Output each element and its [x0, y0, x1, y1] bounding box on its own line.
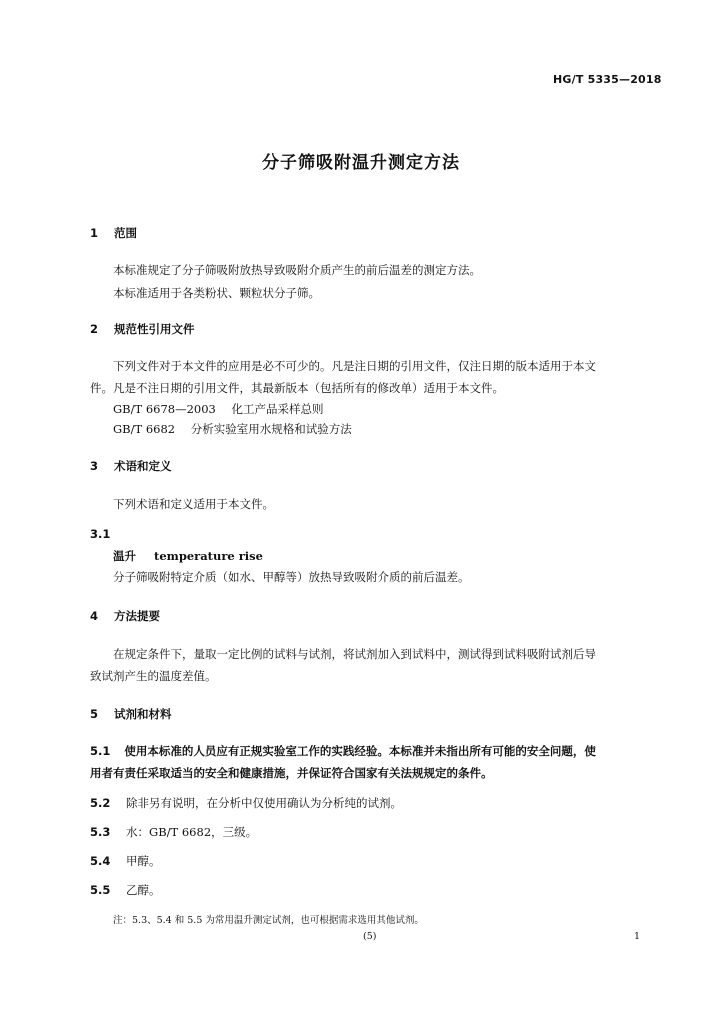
section-number: 4 [90, 609, 99, 623]
section-2-heading [90, 321, 195, 337]
reference-title: 分析实验室用水规格和试验方法 [190, 422, 352, 436]
section-number: 5 [90, 707, 99, 721]
clause-text: 使用本标准的人员应有正规实验室工作的实践经验。本标准并未指出所有可能的安全问题，使 [124, 744, 596, 758]
reference-code: GB/T 6678—2003 [113, 402, 216, 416]
paragraph: 本标准适用于各类粉状、颗粒状分子筛。 [113, 286, 320, 300]
section-4-heading [90, 608, 160, 624]
clause-number: 5.5 [90, 883, 111, 897]
section-number: 1 [90, 226, 99, 240]
normative-reference [113, 421, 352, 437]
section-number: 3 [90, 459, 99, 473]
section-title: 试剂和材料 [114, 707, 172, 721]
reference-title: 化工产品采样总则 [231, 402, 324, 416]
term-chinese: 温升 [113, 549, 136, 563]
clause-number: 5.3 [90, 825, 111, 839]
section-title: 范围 [114, 226, 138, 240]
term-english: temperature rise [154, 549, 263, 563]
clause-text: 除非另有说明，在分析中仅使用确认为分析纯的试剂。 [126, 796, 403, 810]
section-number: 2 [90, 322, 99, 336]
paragraph: 下列术语和定义适用于本文件。 [113, 497, 274, 511]
clause-5-3 [90, 824, 257, 840]
clause-text: 用者有责任采取适当的安全和健康措施，并保证符合国家有关法规规定的条件。 [90, 766, 493, 780]
paragraph: 下列文件对于本文件的应用是必不可少的。凡是注日期的引用文件，仅注日期的版本适用于本文 [113, 359, 596, 373]
paragraph: 致试剂产生的温度差值。 [90, 669, 217, 683]
reference-code: GB/T 6682 [113, 422, 176, 436]
standard-code: HG/T 5335—2018 [553, 73, 662, 86]
clause-5-5 [90, 882, 161, 898]
paragraph: 本标准规定了分子筛吸附放热导致吸附介质产生的前后温差的测定方法。 [113, 263, 481, 277]
clause-number: 5.4 [90, 854, 111, 868]
clause-number: 5.2 [90, 796, 111, 810]
clause-5-4 [90, 853, 161, 869]
clause-text: 乙醇。 [126, 883, 161, 897]
section-title: 规范性引用文件 [114, 322, 195, 336]
page-number: 1 [634, 931, 641, 942]
section-5-heading [90, 706, 172, 722]
section-1-heading [90, 225, 137, 241]
section-title: 方法提要 [114, 609, 161, 623]
section-3-heading [90, 458, 172, 474]
section-title: 术语和定义 [114, 459, 172, 473]
term-definition: 分子筛吸附特定介质（如水、甲醇等）放热导致吸附介质的前后温差。 [113, 570, 470, 584]
normative-reference [113, 401, 324, 417]
clause-text: 水：GB/T 6682，三级。 [126, 825, 258, 839]
clause-text: 甲醇。 [126, 854, 161, 868]
clause-5-1 [90, 743, 596, 759]
paragraph: 件。凡是不注日期的引用文件，其最新版本（包括所有的修改单）适用于本文件。 [90, 381, 504, 395]
term-entry [113, 548, 263, 564]
note: 注：5.3、5.4 和 5.5 为常用温升测定试剂，也可根据需求选用其他试剂。 [113, 915, 424, 926]
clause-5-2 [90, 795, 402, 811]
paragraph: 在规定条件下，量取一定比例的试料与试剂，将试剂加入到试料中，测试得到试料吸附试剂后导 [113, 647, 596, 661]
clause-number: 5.1 [90, 744, 111, 758]
page-title: 分子筛吸附温升测定方法 [262, 153, 460, 173]
term-number: 3.1 [90, 527, 111, 541]
sheet-number: (5) [363, 931, 377, 942]
